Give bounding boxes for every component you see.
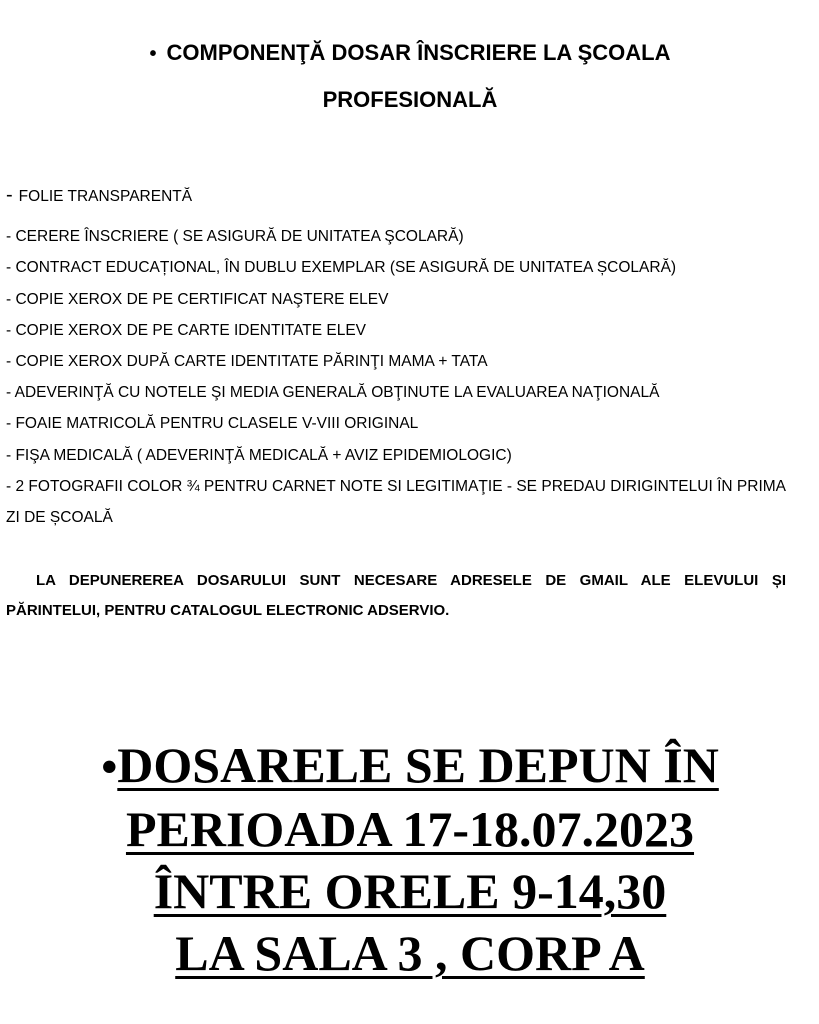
- title-line-1: [60, 30, 760, 77]
- announcement-line-3: [40, 860, 780, 922]
- list-item: - COPIE XEROX DE PE CARTE IDENTITATE ELEV: [6, 321, 367, 339]
- announcement-text-1: DOSARELE SE DEPUN ÎN: [117, 737, 719, 793]
- list-item: - CERERE ÎNSCRIERE ( SE ASIGURĂ DE UNITATEA ŞCOLARĂ): [6, 228, 464, 246]
- document-title: [60, 30, 760, 123]
- list-item: - COPIE XEROX DE PE CERTIFICAT NAŞTERE ELEV: [6, 290, 389, 308]
- submission-announcement: [40, 734, 780, 984]
- announcement-text-3: ÎNTRE ORELE 9-14,30: [153, 863, 667, 919]
- announcement-text-2: PERIOADA 17-18.07.2023: [125, 801, 695, 857]
- list-item: - CONTRACT EDUCAȚIONAL, ÎN DUBLU EXEMPLAR (SE ASIGURĂ DE UNITATEA ȘCOLARĂ): [6, 259, 677, 277]
- announcement-text-4: LA SALA 3 , CORP A: [175, 925, 645, 981]
- gmail-note: LA DEPUNEREREA DOSARULUI SUNT NECESARE ADRESELE DE GMAIL ALE ELEVULUI ȘI PĂRINTELUI, PENTRU CATALOGUL ELECTRONIC ADSERVIO.: [6, 572, 786, 619]
- list-dash: -: [6, 184, 13, 206]
- requirements-list: [6, 180, 786, 533]
- list-item: - ADEVERINŢĂ CU NOTELE ŞI MEDIA GENERALĂ OBŢINUTE LA EVALUAREA NAŢIONALĂ: [6, 384, 660, 402]
- list-item: - 2 FOTOGRAFII COLOR ¾ PENTRU CARNET NOTE SI LEGITIMAŢIE - SE PREDAU DIRIGINTELUI ÎN PRIMA ZI DE ȘCOALĂ: [6, 477, 786, 526]
- list-item: - FOAIE MATRICOLĂ PENTRU CLASELE V-VIII ORIGINAL: [6, 415, 419, 433]
- announcement-line-1: [40, 734, 780, 798]
- announcement-line-2: [40, 798, 780, 860]
- announcement-bullet: •: [101, 741, 118, 792]
- title-bullet: •: [149, 43, 157, 65]
- announcement-line-4: [40, 922, 780, 984]
- title-text-1: COMPONENŢĂ DOSAR ÎNSCRIERE LA ŞCOALA: [166, 40, 671, 65]
- list-item-text: FOLIE TRANSPARENTĂ: [18, 188, 193, 205]
- title-line-2: PROFESIONALĂ: [322, 87, 498, 112]
- list-item: - COPIE XEROX DUPĂ CARTE IDENTITATE PĂRINŢI MAMA + TATA: [6, 352, 488, 370]
- list-item: - FIŞA MEDICALĂ ( ADEVERINŢĂ MEDICALĂ + AVIZ EPIDEMIOLOGIC): [6, 446, 512, 464]
- list-item: [6, 180, 786, 211]
